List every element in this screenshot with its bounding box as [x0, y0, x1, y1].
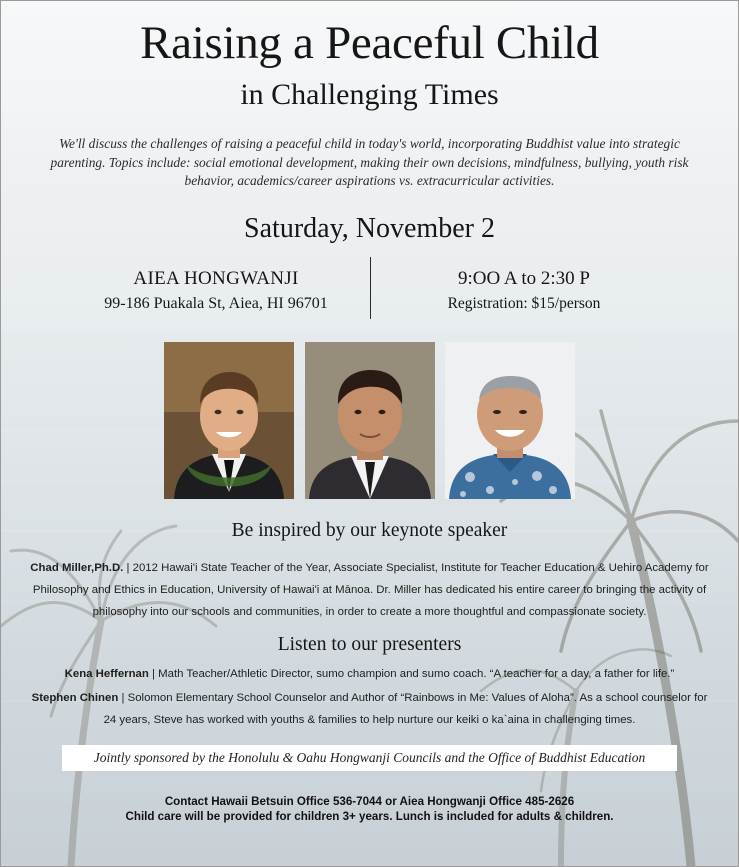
vertical-divider [370, 257, 371, 319]
speaker-photo-keynote [164, 342, 294, 499]
presenter-bio [29, 687, 710, 731]
keynote-bio [29, 557, 710, 623]
presenter-name: Stephen Chinen [31, 692, 119, 704]
venue-name: AIEA HONGWANJI [133, 268, 299, 289]
contact-phones: Contact Hawaii Betsuin Office 536-7044 or Aiea Hongwanji Office 485-2626 [164, 795, 575, 808]
presenter-bio [29, 664, 710, 684]
keynote-bio-text: | 2012 Hawai'i State Teacher of the Year, Associate Specialist, Institute for Teacher Education & Uehiro Academy for Philosophy and Ethics in Education, University of Hawai'i at Mānoa. Dr. Miller has dedicated his entire career to bringing the activity of philosophy into our schools and communities, in order to create a more thoughtful and compassionate society. [32, 562, 709, 618]
venue-address: 99-186 Puakala St, Aiea, HI 96701 [104, 295, 328, 312]
contact-info [1, 794, 738, 824]
event-date: Saturday, November 2 [244, 213, 495, 244]
event-subtitle: in Challenging Times [240, 78, 499, 111]
registration-fee: Registration: $15/person [447, 295, 601, 312]
event-title: Raising a Peaceful Child [140, 17, 599, 69]
keynote-name: Chad Miller,Ph.D. [30, 562, 124, 574]
presenters-heading: Listen to our presenters [277, 634, 462, 655]
presenter-bio-text: | Solomon Elementary School Counselor and Author of “Rainbows in Me: Values of Aloha”. As a school counselor for 24 years, Steve has worked with youths & families to help nurture our keiki o ka`aina in challenging times. [103, 692, 708, 726]
speaker-photo-presenter-1 [305, 342, 435, 499]
keynote-heading: Be inspired by our keynote speaker [231, 520, 508, 541]
sponsor-banner: Jointly sponsored by the Honolulu & Oahu Hongwanji Councils and the Office of Buddhist Education [62, 745, 677, 771]
presenter-bio-text: | Math Teacher/Athletic Director, sumo champion and sumo coach. “A teacher for a day, a father for life.” [148, 668, 675, 680]
presenter-name: Kena Heffernan [64, 668, 149, 680]
event-description: We'll discuss the challenges of raising a peaceful child in today's world, incorporating Buddhist value into strategic parenting. Topics include: social emotional development, making their own decisions, mindfulness, bullying, youth risk behavior, academics/career aspirations vs. extracurricular activities. [50, 136, 689, 188]
childcare-lunch-note: Child care will be provided for children 3+ years. Lunch is included for adults & children. [125, 810, 614, 823]
speaker-photo-presenter-2 [445, 342, 575, 499]
event-time: 9:OO A to 2:30 P [458, 268, 590, 289]
